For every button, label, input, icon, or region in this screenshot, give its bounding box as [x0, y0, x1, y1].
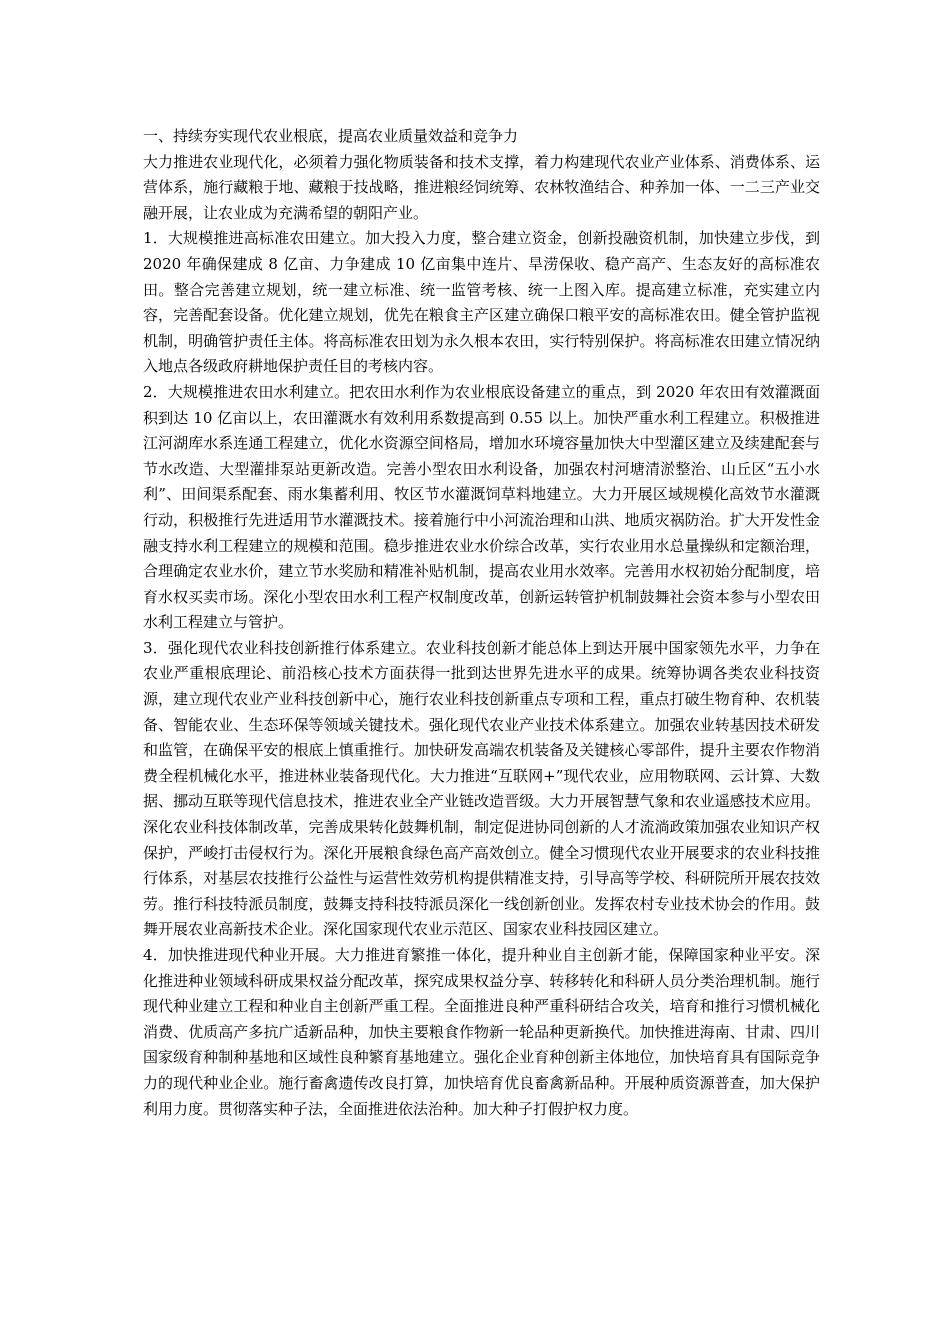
section-heading: 一、持续夯实现代农业根底，提高农业质量效益和竞争力 — [143, 127, 519, 145]
document-body — [143, 124, 820, 1122]
intro-paragraph: 大力推进农业现代化，必须着力强化物质装备和技术支撑，着力构建现代农业产业体系、消费体系、运营体系，施行藏粮于地、藏粮于技战略，推进粮经饲统筹、农林牧渔结合、种养加一体、一二三产业交融开展，让农业成为充满希望的朝阳产业。 — [143, 152, 820, 222]
paragraph-farmland: 1．大规模推进高标准农田建立。加大投入力度，整合建立资金，创新投融资机制，加快建立步伐，到 2020 年确保建成 8 亿亩、力争建成 10 亿亩集中连片、旱涝保收、稳产高产、生态友好的高标准农田。整合完善建立规划，统一建立标准、统一监管考核、统一上图入库。提高建立标准，充实建立内容，完善配套设备。优化建立规划，优先在粮食主产区建立确保口粮平安的高标准农田。健全管护监视机制，明确管护责任主体。将高标准农田划为永久根本农田，实行特别保护。将高标准农田建立情况纳入地点各级政府耕地保护责任目的考核内容。 — [143, 229, 820, 376]
paragraph-seed-industry: 4．加快推进现代种业开展。大力推进育繁推一体化，提升种业自主创新才能，保障国家种业平安。深化推进种业领域科研成果权益分配改革，探究成果权益分享、转移转化和科研人员分类治理机制。施行现代种业建立工程和种业自主创新严重工程。全面推进良种严重科研结合攻关，培育和推行习惯机械化消费、优质高产多抗广适新品种，加快主要粮食作物新一轮品种更新换代。加快推进海南、甘肃、四川国家级育种制种基地和区域性良种繁育基地建立。强化企业育种创新主体地位，加快培育具有国际竞争力的现代种业企业。施行畜禽遗传改良打算，加快培育优良畜禽新品种。开展种质资源普查，加大保护利用力度。贯彻落实种子法，全面推进依法治种。加大种子打假护权力度。 — [143, 946, 820, 1118]
paragraph-agri-technology: 3．强化现代农业科技创新推行体系建立。农业科技创新才能总体上到达开展中国家领先水平，力争在农业严重根底理论、前沿核心技术方面获得一批到达世界先进水平的成果。统筹协调各类农业科技资源，建立现代农业产业科技创新中心，施行农业科技创新重点专项和工程，重点打破生物育种、农机装备、智能农业、生态环保等领域关键技术。强化现代农业产业技术体系建立。加强农业转基因技术研发和监管，在确保平安的根底上慎重推行。加快研发高端农机装备及关键核心零部件，提升主要农作物消费全程机械化水平，推进林业装备现代化。大力推进“互联网+”现代农业，应用物联网、云计算、大数据、挪动互联等现代信息技术，推进农业全产业链改造晋级。大力开展智慧气象和农业遥感技术应用。深化农业科技体制改革，完善成果转化鼓舞机制，制定促进协同创新的人才流淌政策加强农业知识产权保护，严峻打击侵权行为。深化开展粮食绿色高产高效创立。健全习惯现代农业开展要求的农业科技推行体系，对基层农技推行公益性与运营性效劳机构提供精准支持，引导高等学校、科研院所开展农技效劳。推行科技特派员制度，鼓舞支持科技特派员深化一线创新创业。发挥农村专业技术协会的作用。鼓舞开展农业高新技术企业。深化国家现代农业示范区、国家农业科技园区建立。 — [143, 638, 820, 939]
paragraph-water-conservancy: 2．大规模推进农田水利建立。把农田水利作为农业根底设备建立的重点，到 2020 年农田有效灌溉面积到达 10 亿亩以上，农田灌溉水有效利用系数提高到 0.55 以上。加快严重水利工程建立。积极推进江河湖库水系连通工程建立，优化水资源空间格局，增加水环境容量加快大中型灌区建立及续建配套与节水改造、大型灌排泵站更新改造。完善小型农田水利设备，加强农村河塘清淤整治、山丘区“五小水利”、田间渠系配套、雨水集蓄利用、牧区节水灌溉饲草料地建立。大力开展区域规模化高效节水灌溉行动，积极推行先进适用节水灌溉技术。接着施行中小河流治理和山洪、地质灾祸防治。扩大开发性金融支持水利工程建立的规模和范围。稳步推进农业水价综合改革，实行农业用水总量操纵和定额治理，合理确定农业水价，建立节水奖励和精准补贴机制，提高农业用水效率。完善用水权初始分配制度，培育水权买卖市场。深化小型农田水利工程产权制度改革，创新运转管护机制鼓舞社会资本参与小型农田水利工程建立与管护。 — [143, 382, 820, 632]
